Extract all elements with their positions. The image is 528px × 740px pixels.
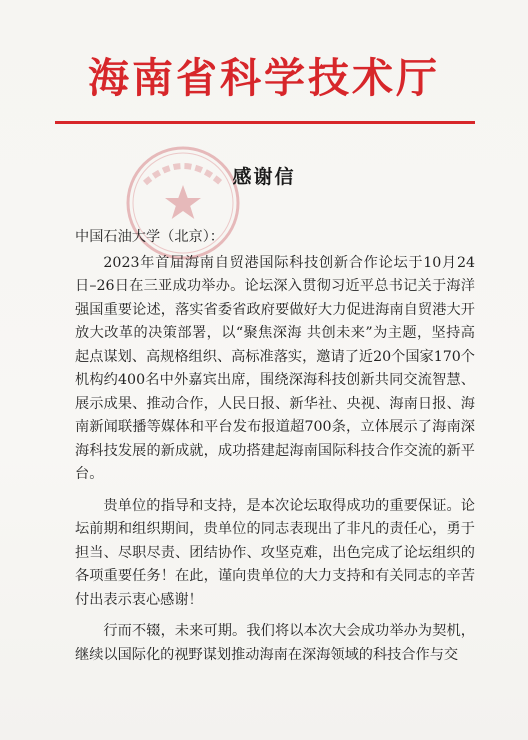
paragraph-3: 行而不辍，未来可期。我们将以本次大会成功举办为契机，继续以国际化的视野谋划推动海南在深海领域的科技合作与交: [75, 623, 475, 663]
letterhead-title: 海南省科学技术厅: [88, 54, 440, 102]
letter-body: [75, 226, 475, 667]
paragraph-1: 2023年首届海南自贸港国际科技创新合作论坛于10月24日–26日在三亚成功举办。论坛深入贯彻习近平总书记关于海洋强国重要论述，落实省委省政府要做好大力促进海南自贸港大开放大改革的决策部署，以“聚焦深海 共创未来”为主题，坚持高起点谋划、高规格组织、高标准落实，邀请了近20个国家170个机构约400名中外嘉宾出席，围绕深海科技创新共同交流智慧、展示成果、推动合作，人民日报、新华社、央视、海南日报、海南新闻联播等媒体和平台发布报道超700条，立体展示了海南深海科技发展的新成就，成功搭建起海南国际科技合作交流的新平台。: [75, 254, 475, 482]
paragraph-2: 贵单位的指导和支持，是本次论坛取得成功的重要保证。论坛前期和组织期间，贵单位的同志表现出了非凡的责任心，勇于担当、尽职尽责、团结协作、攻坚克难，出色完成了论坛组织的各项重要任务！在此，谨向贵单位的大力支持和有关同志的辛苦付出表示衷心感谢！: [75, 497, 475, 608]
letterhead-rule: [55, 121, 475, 124]
document-title: 感谢信: [232, 166, 296, 188]
salutation: 中国石油大学（北京）：: [75, 229, 224, 245]
